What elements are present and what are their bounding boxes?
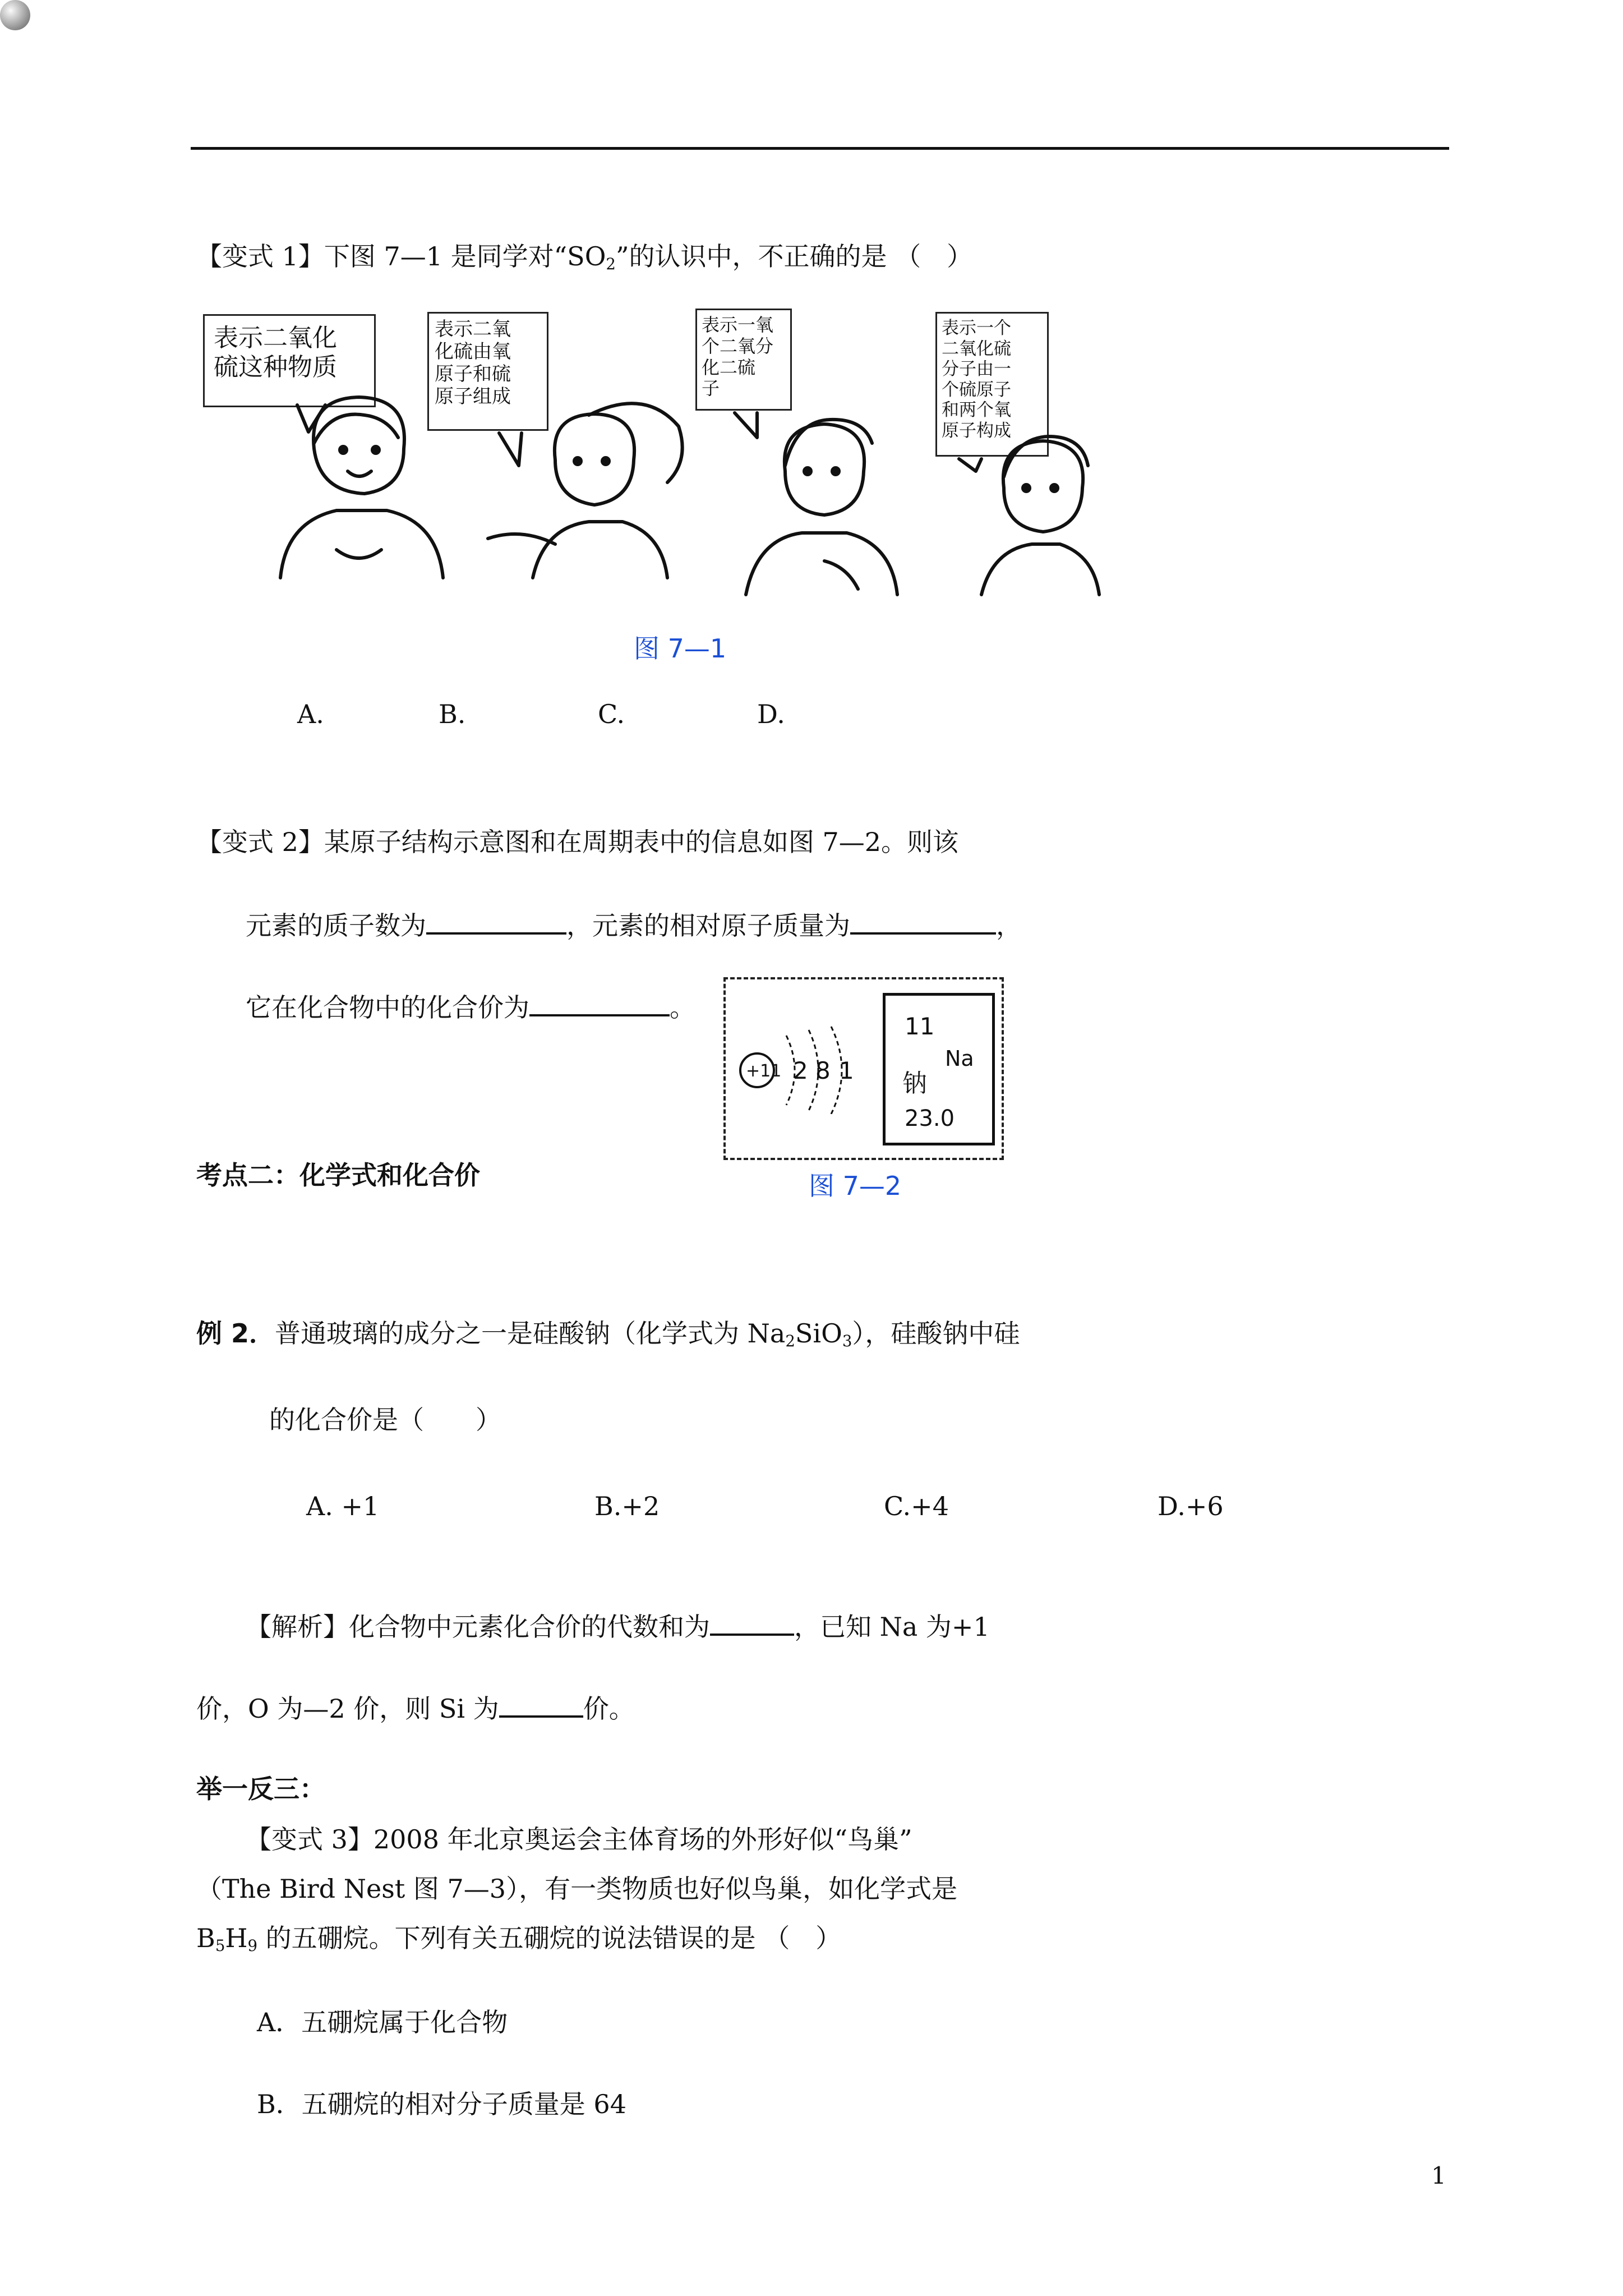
figure-7-1 bbox=[196, 303, 1206, 606]
speech-bubble-4: 表示一个 二氧化硫 分子由一 个硫原子 和两个氧 原子构成 bbox=[935, 312, 1049, 457]
analysis-line2 bbox=[196, 1693, 635, 1723]
figure-7-1-caption: 图 7—1 bbox=[634, 633, 727, 664]
analysis-line1 bbox=[246, 1611, 990, 1641]
variant3-line2: （The Bird Nest 图 7—3），有一类物质也好似鸟巢，如化学式是 bbox=[196, 1874, 958, 1904]
variant3-line3 bbox=[196, 1924, 841, 1954]
variant2-line3 bbox=[246, 992, 695, 1022]
example2-option-d: D.+6 bbox=[1158, 1491, 1224, 1521]
example2-line1 bbox=[196, 1319, 1020, 1350]
page-number: 1 bbox=[1431, 2162, 1446, 2189]
variant1-option-c: C. bbox=[598, 699, 625, 729]
example2-line2: 的化合价是（ ） bbox=[269, 1405, 501, 1435]
variant1-option-b: B. bbox=[439, 699, 466, 729]
example2-option-a: A. +1 bbox=[306, 1491, 380, 1521]
formula-boron: B bbox=[196, 1923, 215, 1953]
valence-blank[interactable] bbox=[529, 992, 670, 1016]
element-symbol: Na bbox=[945, 1046, 974, 1071]
variant2-line2 bbox=[246, 910, 1022, 940]
header-rule bbox=[191, 147, 1449, 150]
example2-label: 例 2． bbox=[196, 1318, 275, 1349]
analysis-text-d: 价。 bbox=[583, 1694, 635, 1724]
analysis-text-a: 【解析】化合物中元素化合价的代数和为 bbox=[246, 1612, 710, 1642]
atomic-mass-blank[interactable] bbox=[850, 910, 996, 935]
figure-7-2 bbox=[723, 977, 1004, 1160]
variant1-option-d: D. bbox=[757, 699, 785, 729]
speech-bubble-2: 表示二氧 化硫由氧 原子和硫 原子组成 bbox=[427, 312, 548, 431]
speech-bubble-3: 表示一氧 个二氧分 化二硫 子 bbox=[695, 309, 792, 411]
shell-3-count: 1 bbox=[839, 1057, 854, 1084]
example2-text-a: 普通玻璃的成分之一是硅酸钠（化学式为 Na bbox=[275, 1318, 786, 1349]
example2-sub1: 2 bbox=[785, 1331, 795, 1350]
variant1-sub: 2 bbox=[606, 254, 616, 273]
variant1-text-a: 【变式 1】下图 7—1 是同学对“SO bbox=[196, 241, 606, 272]
corner-dot-icon bbox=[0, 0, 30, 30]
element-name: 钠 bbox=[902, 1069, 927, 1098]
element-atomic-number: 11 bbox=[905, 1013, 935, 1040]
variant3-text: 的五硼烷。下列有关五硼烷的说法错误的是 （ ） bbox=[257, 1923, 842, 1953]
formula-sub-9: 9 bbox=[247, 1936, 258, 1955]
variant1-text-b: ”的认识中，不正确的是 （ ） bbox=[615, 241, 973, 272]
example2-option-b: B.+2 bbox=[594, 1491, 660, 1521]
section2-heading: 考点二：化学式和化合价 bbox=[196, 1160, 480, 1190]
silicon-valence-blank[interactable] bbox=[499, 1693, 583, 1718]
variant3-option-a: A．五硼烷属于化合物 bbox=[257, 2007, 508, 2037]
variant2-mass-label: ，元素的相对原子质量为 bbox=[566, 910, 850, 941]
analysis-text-c: 价，O 为—2 价，则 Si 为 bbox=[196, 1694, 499, 1724]
variant3-option-b: B．五硼烷的相对分子质量是 64 bbox=[257, 2089, 626, 2119]
variant2-period: 。 bbox=[670, 992, 695, 1023]
figure-7-2-caption: 图 7—2 bbox=[809, 1171, 902, 1201]
variant2-valence-label: 它在化合物中的化合价为 bbox=[246, 992, 529, 1023]
example2-text-c: ），硅酸钠中硅 bbox=[852, 1318, 1020, 1349]
speech-bubble-1: 表示二氧化 硫这种物质 bbox=[203, 314, 376, 407]
algebraic-sum-blank[interactable] bbox=[710, 1611, 794, 1636]
variant2-proton-label: 元素的质子数为 bbox=[246, 910, 426, 941]
example2-option-c: C.+4 bbox=[884, 1491, 949, 1521]
variant1-question bbox=[196, 242, 972, 273]
analysis-text-b: ，已知 Na 为+1 bbox=[794, 1612, 990, 1642]
formula-sub-5: 5 bbox=[215, 1936, 225, 1955]
element-atomic-mass: 23.0 bbox=[905, 1106, 955, 1131]
example2-sub2: 3 bbox=[842, 1331, 852, 1350]
variant3-line1: 【变式 3】2008 年北京奥运会主体育场的外形好似“鸟巢” bbox=[246, 1824, 912, 1855]
variant2-comma: ， bbox=[996, 910, 1022, 941]
students-illustration bbox=[196, 303, 1206, 606]
practice-heading: 举一反三： bbox=[196, 1774, 325, 1804]
variant1-option-a: A. bbox=[297, 699, 324, 729]
element-card bbox=[883, 993, 995, 1145]
formula-hydrogen: H bbox=[225, 1923, 248, 1953]
example2-text-b: SiO bbox=[795, 1318, 842, 1349]
shell-1-count: 2 bbox=[793, 1057, 808, 1084]
proton-number-blank[interactable] bbox=[426, 910, 566, 935]
shell-2-count: 8 bbox=[815, 1057, 831, 1084]
variant2-line1: 【变式 2】某原子结构示意图和在周期表中的信息如图 7—2。则该 bbox=[196, 827, 959, 857]
nucleus-charge: +11 bbox=[746, 1061, 782, 1081]
